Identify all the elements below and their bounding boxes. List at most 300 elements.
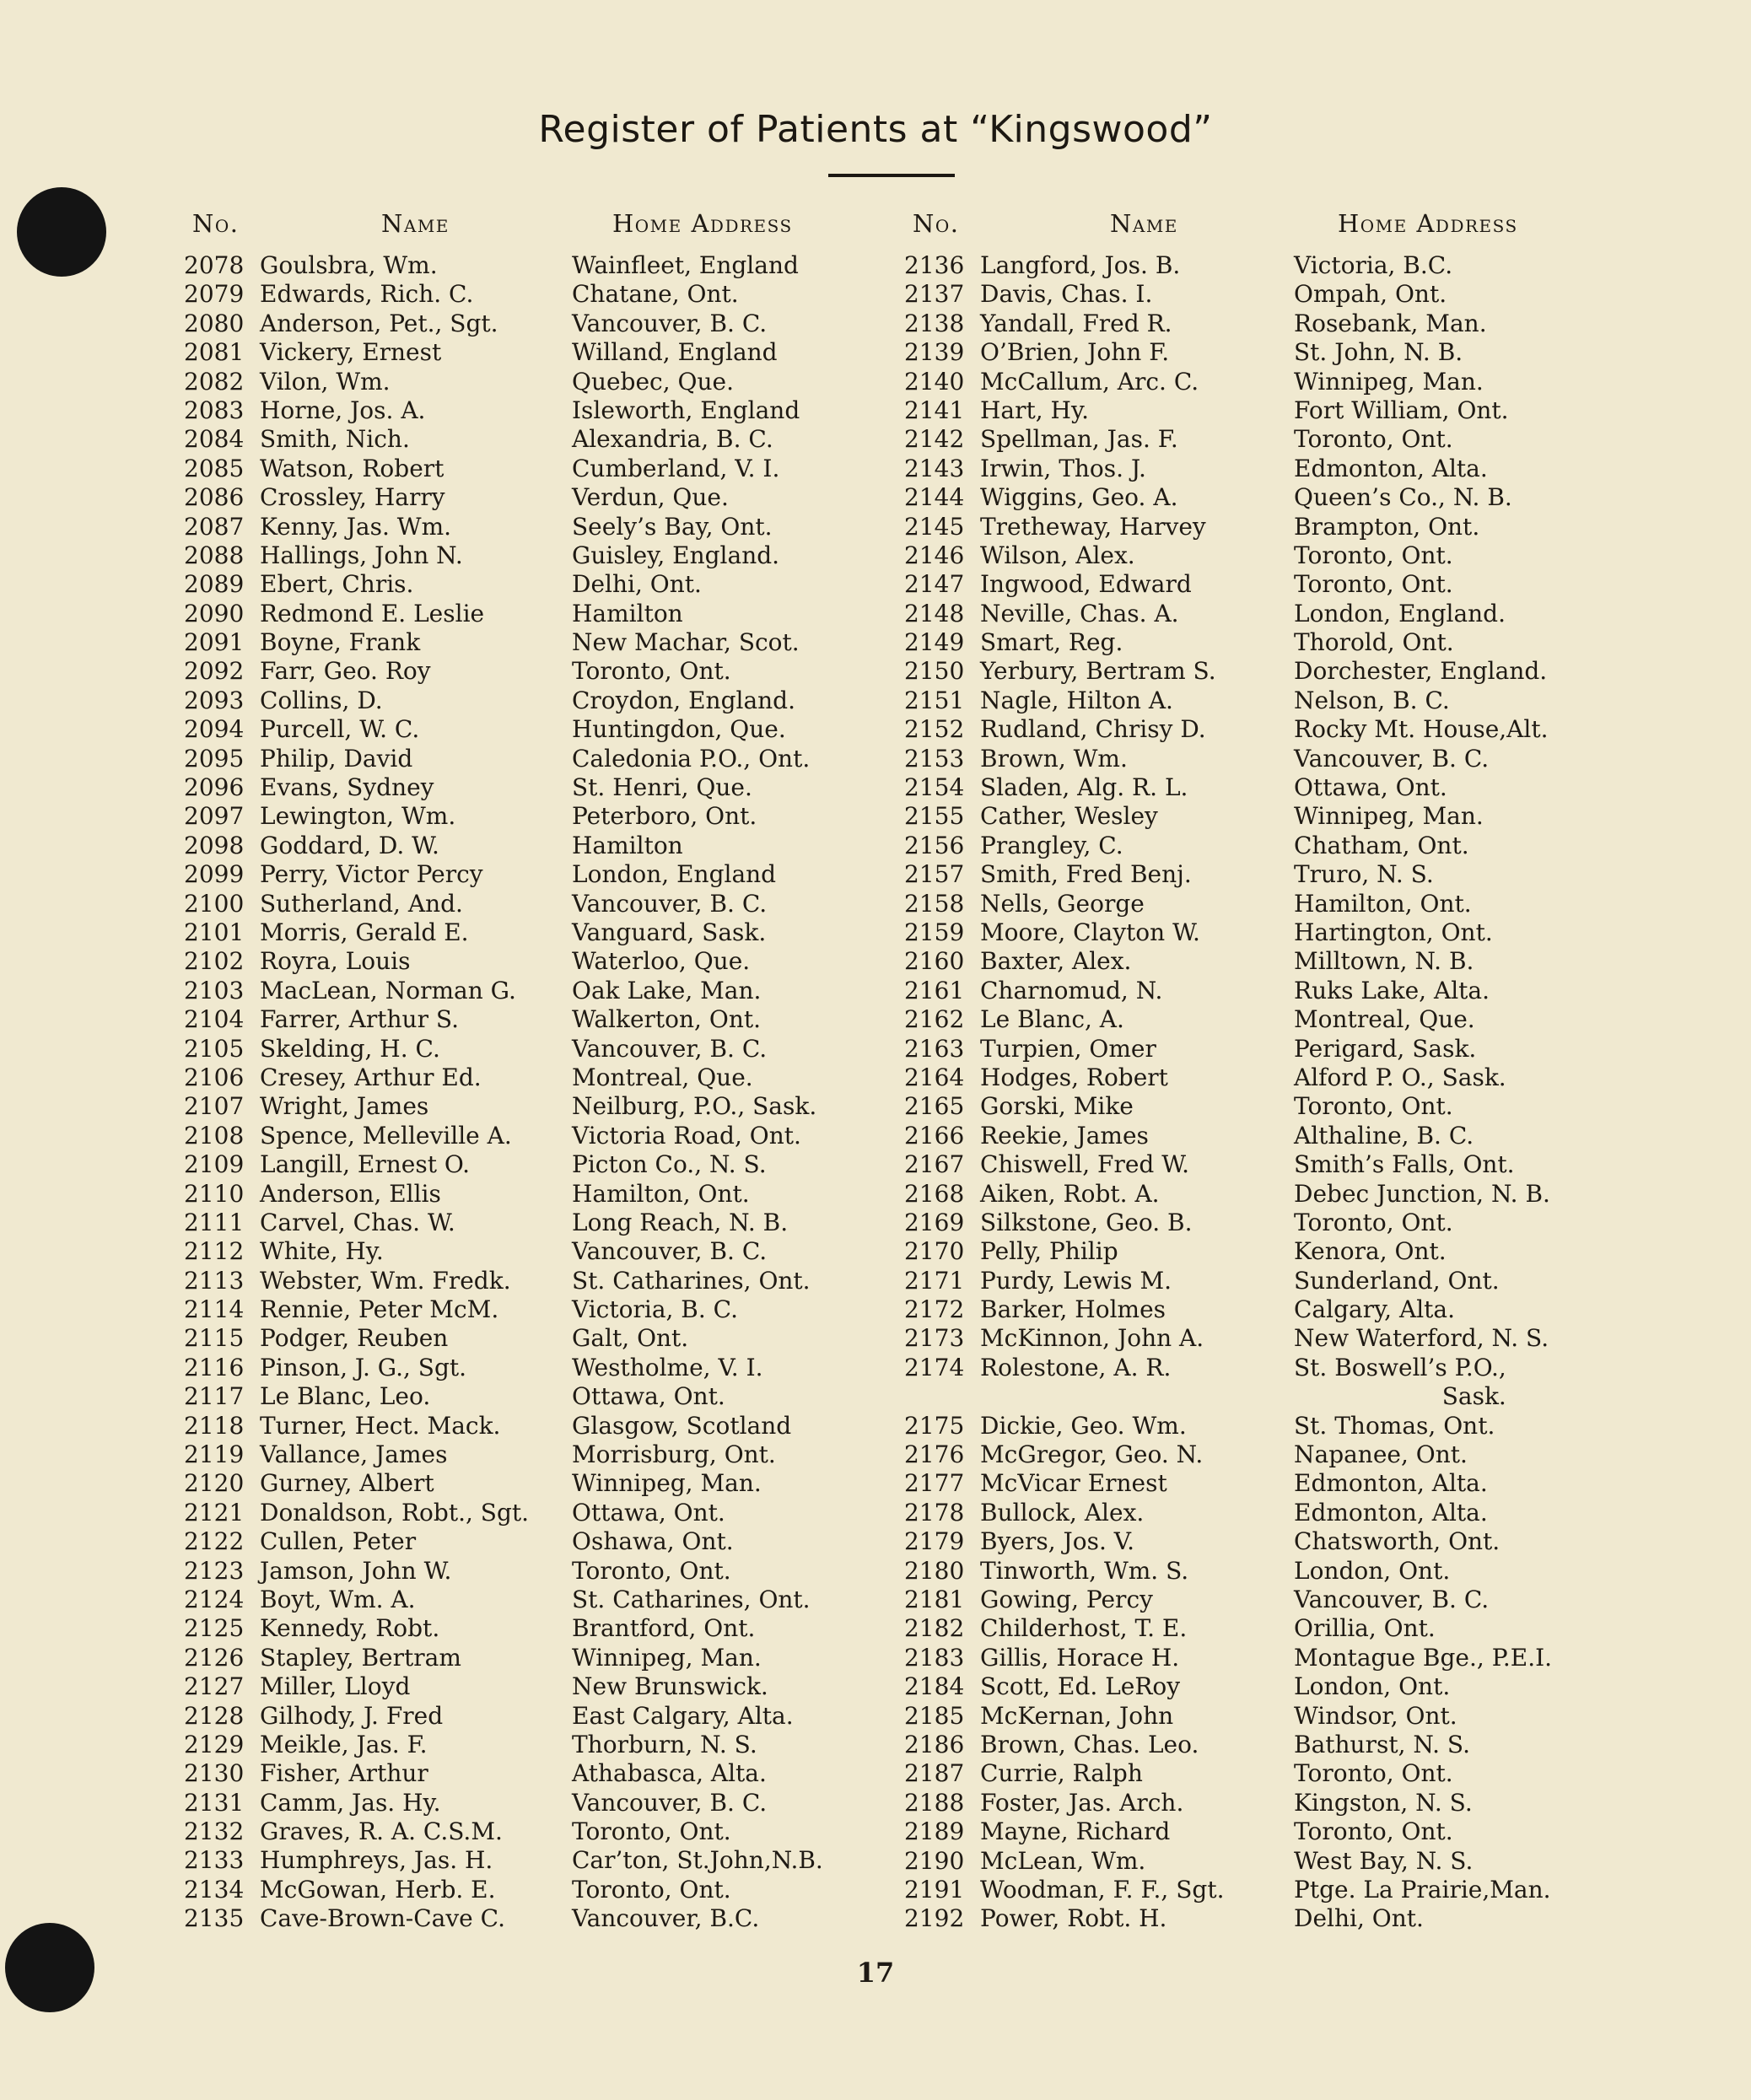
- register-entry: [904, 1847, 1552, 1876]
- entry-address: [572, 1702, 794, 1731]
- entry-number: 2085: [184, 454, 245, 482]
- entry-name: Vallance, James: [260, 1440, 448, 1469]
- entry-address: [1294, 1614, 1436, 1643]
- entry-address-line: Wainfleet, England: [572, 251, 799, 279]
- register-entry: [184, 1209, 823, 1237]
- entry-name: Turpien, Omer: [980, 1034, 1156, 1063]
- entry-address-line: Montreal, Que.: [1294, 1005, 1475, 1034]
- register-entry: [184, 1817, 823, 1846]
- entry-number: 2099: [184, 860, 245, 889]
- entry-address: [1294, 657, 1547, 686]
- register-entry: [904, 1122, 1552, 1150]
- entry-address-line: Montreal, Que.: [572, 1063, 753, 1091]
- entry-name: Anderson, Pet., Sgt.: [260, 309, 498, 337]
- entry-name: Purcell, W. C.: [260, 715, 420, 744]
- register-entry: [184, 860, 823, 889]
- entry-number: 2132: [184, 1817, 245, 1846]
- entry-address: [572, 1904, 759, 1933]
- entry-address: [1294, 860, 1434, 889]
- entry-address-line: Truro, N. S.: [1294, 860, 1434, 889]
- entry-number: 2159: [904, 918, 965, 946]
- entry-address-line: Oak Lake, Man.: [572, 976, 762, 1004]
- entry-address: [572, 860, 776, 889]
- entry-address-line: Galt, Ont.: [572, 1324, 689, 1353]
- entry-number: 2181: [904, 1585, 965, 1613]
- register-entry: [184, 1440, 823, 1469]
- entry-address-continuation: Sask.: [1441, 1382, 1506, 1411]
- register-entry: [904, 455, 1552, 483]
- register-entry: [904, 338, 1552, 367]
- entry-number: 2119: [184, 1440, 245, 1469]
- entry-address: [1294, 396, 1509, 425]
- entry-address-line: St. John, N. B.: [1294, 338, 1463, 367]
- entry-address: [572, 1295, 738, 1324]
- entry-name: Farrer, Arthur S.: [260, 1005, 459, 1034]
- entry-name: Tinworth, Wm. S.: [980, 1556, 1189, 1585]
- entry-address: [1294, 1499, 1488, 1527]
- entry-name: Pelly, Philip: [980, 1237, 1118, 1266]
- entry-address: [572, 1063, 753, 1092]
- entry-address-line: Rocky Mt. House,Alt.: [1294, 715, 1549, 744]
- register-entry: [184, 600, 823, 628]
- register-entry: [184, 1063, 823, 1092]
- entry-number: 2180: [904, 1556, 965, 1585]
- register-entry: [904, 1614, 1552, 1643]
- entry-address-line: London, Ont.: [1294, 1672, 1451, 1701]
- entry-name: Yerbury, Bertram S.: [980, 657, 1216, 686]
- entry-address: [1294, 1005, 1475, 1034]
- register-entry: [184, 802, 823, 831]
- entry-name: Cresey, Arthur Ed.: [260, 1063, 482, 1091]
- register-entry: [184, 715, 823, 744]
- entry-address: [572, 251, 799, 280]
- entry-number: 2117: [184, 1382, 245, 1411]
- register-entry: [904, 1063, 1552, 1092]
- entry-name: Wright, James: [260, 1092, 429, 1121]
- entry-address: [1294, 918, 1493, 947]
- register-entry: [904, 860, 1552, 889]
- entry-name: Scott, Ed. LeRoy: [980, 1672, 1181, 1701]
- entry-number: 2145: [904, 512, 965, 541]
- register-entry: [904, 947, 1552, 976]
- register-entry: [904, 1150, 1552, 1179]
- entry-name: Gorski, Mike: [980, 1092, 1134, 1121]
- entry-number: 2148: [904, 599, 965, 627]
- entry-address-line: Kenora, Ont.: [1294, 1237, 1447, 1266]
- register-entry: [184, 977, 823, 1005]
- entry-number: 2192: [904, 1904, 965, 1933]
- entry-address: [572, 657, 731, 686]
- entry-address: [572, 396, 800, 425]
- entry-number: 2155: [904, 802, 965, 831]
- entry-address-line: Waterloo, Que.: [572, 947, 751, 976]
- entry-address-line: Brampton, Ont.: [1294, 512, 1480, 541]
- entry-address-line: West Bay, N. S.: [1294, 1846, 1474, 1875]
- entry-number: 2122: [184, 1527, 245, 1556]
- register-entry: [184, 628, 823, 657]
- entry-number: 2105: [184, 1034, 245, 1063]
- register-entry: [904, 977, 1552, 1005]
- entry-name: Currie, Ralph: [980, 1759, 1143, 1788]
- entry-number: 2151: [904, 686, 965, 714]
- entry-number: 2188: [904, 1788, 965, 1817]
- entry-address-line: St. Catharines, Ont.: [572, 1585, 811, 1613]
- entry-number: 2078: [184, 251, 245, 279]
- entry-address: [1294, 1557, 1450, 1586]
- entry-address: [572, 1092, 816, 1121]
- entry-address: [572, 773, 752, 802]
- register-entry: [184, 1412, 823, 1440]
- register-entry: [184, 947, 823, 976]
- entry-name: Wilson, Alex.: [980, 541, 1135, 569]
- entry-address-line: Cumberland, V. I.: [572, 454, 780, 482]
- entry-name: Rudland, Chrisy D.: [980, 715, 1206, 744]
- entry-address: [1294, 1063, 1506, 1092]
- entry-number: 2087: [184, 512, 245, 541]
- entry-address-line: Toronto, Ont.: [1294, 1092, 1453, 1121]
- entry-name: Kennedy, Robt.: [260, 1614, 440, 1643]
- entry-address: [1294, 1876, 1551, 1904]
- entry-address: [1294, 687, 1450, 715]
- entry-number: 2176: [904, 1440, 965, 1469]
- entry-number: 2186: [904, 1730, 965, 1758]
- register-entry: [904, 600, 1552, 628]
- entry-address: [1294, 1354, 1506, 1412]
- entry-name: Childerhost, T. E.: [980, 1614, 1188, 1643]
- entry-name: Pinson, J. G., Sgt.: [260, 1353, 467, 1381]
- register-entry: [184, 1702, 823, 1731]
- entry-number: 2101: [184, 918, 245, 946]
- entry-number: 2080: [184, 309, 245, 337]
- register-entry: [184, 1092, 823, 1121]
- entry-address-line: Thorold, Ont.: [1294, 628, 1454, 657]
- register-entry: [904, 1412, 1552, 1440]
- entry-number: 2084: [184, 425, 245, 454]
- entry-number: 2131: [184, 1788, 245, 1817]
- entry-name: Royra, Louis: [260, 947, 411, 976]
- register-entry: [904, 310, 1552, 338]
- entry-address-line: Winnipeg, Man.: [1294, 802, 1484, 831]
- entry-address: [1294, 947, 1474, 976]
- register-entry: [184, 918, 823, 947]
- entry-number: 2152: [904, 715, 965, 744]
- register-entry: [184, 368, 823, 396]
- entry-address: [1294, 1731, 1470, 1759]
- entry-address-line: Napanee, Ont.: [1294, 1440, 1468, 1469]
- register-entry: [184, 1382, 823, 1411]
- entry-address-line: Victoria, B.C.: [1294, 251, 1453, 279]
- entry-address-line: Long Reach, N. B.: [572, 1208, 789, 1236]
- entry-address-line: Vancouver, B. C.: [572, 1034, 768, 1063]
- entry-address: [572, 1005, 761, 1034]
- entry-name: Brown, Wm.: [980, 744, 1128, 773]
- entry-address-line: Chatane, Ont.: [572, 280, 739, 309]
- entry-name: Turner, Hect. Mack.: [260, 1411, 501, 1440]
- entry-address-line: Calgary, Alta.: [1294, 1295, 1455, 1324]
- entry-address-line: Quebec, Que.: [572, 367, 734, 396]
- entry-address: [572, 1122, 801, 1150]
- entry-address: [1294, 628, 1454, 657]
- entry-address: [1294, 600, 1506, 628]
- entry-name: Silkstone, Geo. B.: [980, 1208, 1193, 1236]
- register-entry: [184, 657, 823, 686]
- entry-number: 2094: [184, 715, 245, 744]
- entry-number: 2098: [184, 831, 245, 859]
- entry-address-line: Vancouver, B. C.: [572, 309, 768, 337]
- entry-name: Ebert, Chris.: [260, 570, 414, 599]
- entry-address: [1294, 483, 1512, 512]
- entry-address: [1294, 1817, 1453, 1846]
- entry-number: 2187: [904, 1759, 965, 1788]
- register-entry: [904, 628, 1552, 657]
- entry-address-line: Ruks Lake, Alta.: [1294, 976, 1490, 1004]
- entry-number: 2095: [184, 744, 245, 773]
- entry-address-line: Vancouver, B. C.: [572, 1237, 768, 1266]
- entry-address-line: Perigard, Sask.: [1294, 1034, 1477, 1063]
- entry-address: [572, 715, 786, 744]
- entry-address: [572, 455, 779, 483]
- entry-address: [1294, 425, 1453, 454]
- entry-name: Evans, Sydney: [260, 773, 434, 802]
- register-entry: [184, 1586, 823, 1614]
- register-entry: [184, 338, 823, 367]
- entry-name: Rennie, Peter McM.: [260, 1295, 499, 1324]
- entry-address-line: St. Thomas, Ont.: [1294, 1411, 1495, 1440]
- register-entry: [184, 1354, 823, 1382]
- entry-name: Bullock, Alex.: [980, 1498, 1145, 1527]
- entry-address: [1294, 1469, 1488, 1498]
- entry-address: [1294, 745, 1489, 773]
- entry-number: 2147: [904, 570, 965, 599]
- entry-address: [1294, 1209, 1453, 1237]
- entry-name: Rolestone, A. R.: [980, 1353, 1172, 1381]
- entry-address: [572, 1644, 762, 1672]
- register-entry: [184, 1267, 823, 1295]
- entry-address: [572, 541, 779, 570]
- entry-name: Nagle, Hilton A.: [980, 686, 1173, 714]
- register-entry: [904, 1092, 1552, 1121]
- right-register-column: [904, 251, 1552, 1934]
- entry-address: [1294, 1440, 1468, 1469]
- entry-address-line: St. Catharines, Ont.: [572, 1266, 811, 1295]
- entry-address: [572, 1382, 725, 1411]
- entry-address-line: Picton Co., N. S.: [572, 1150, 767, 1179]
- entry-address: [572, 1846, 823, 1875]
- register-entry: [184, 1122, 823, 1150]
- entry-address: [1294, 513, 1479, 541]
- register-entry: [904, 1876, 1552, 1904]
- entry-number: 2178: [904, 1498, 965, 1527]
- entry-name: McGowan, Herb. E.: [260, 1875, 496, 1903]
- entry-name: Gurney, Albert: [260, 1469, 434, 1498]
- entry-address-line: Croydon, England.: [572, 686, 796, 714]
- entry-address-line: Peterboro, Ont.: [572, 802, 757, 831]
- entry-address-line: London, England: [572, 860, 777, 889]
- page-number: 17: [856, 1957, 895, 1989]
- entry-address: [1294, 773, 1447, 802]
- entry-name: Gowing, Percy: [980, 1585, 1153, 1613]
- entry-address: [572, 1672, 768, 1701]
- entry-number: 2116: [184, 1353, 245, 1381]
- entry-address-line: New Brunswick.: [572, 1672, 768, 1701]
- entry-number: 2107: [184, 1092, 245, 1121]
- entry-name: Humphreys, Jas. H.: [260, 1846, 493, 1875]
- register-entry: [184, 1759, 823, 1788]
- entry-name: Spellman, Jas. F.: [980, 425, 1178, 454]
- entry-address-line: Edmonton, Alta.: [1294, 1498, 1488, 1527]
- entry-address: [572, 483, 729, 512]
- entry-name: Miller, Lloyd: [260, 1672, 411, 1701]
- entry-address: [572, 977, 761, 1005]
- entry-number: 2173: [904, 1324, 965, 1353]
- entry-address-line: Debec Junction, N. B.: [1294, 1179, 1550, 1208]
- register-entry: [184, 687, 823, 715]
- entry-name: Boyne, Frank: [260, 628, 421, 657]
- register-entry: [184, 1324, 823, 1353]
- register-entry: [184, 425, 823, 454]
- entry-address-line: Vancouver, B.C.: [572, 1904, 760, 1933]
- entry-address: [572, 1150, 767, 1179]
- entry-number: 2134: [184, 1875, 245, 1903]
- entry-number: 2124: [184, 1585, 245, 1613]
- entry-name: Cullen, Peter: [260, 1527, 417, 1556]
- entry-address-line: Ottawa, Ont.: [572, 1498, 725, 1527]
- entry-address-line: Toronto, Ont.: [572, 657, 731, 686]
- entry-address: [572, 1267, 811, 1295]
- entry-address: [572, 1035, 767, 1063]
- entry-number: 2126: [184, 1643, 245, 1672]
- entry-number: 2111: [184, 1208, 245, 1236]
- entry-address: [572, 802, 757, 831]
- entry-name: Mayne, Richard: [980, 1817, 1171, 1846]
- entry-name: Hallings, John N.: [260, 541, 463, 569]
- entry-address-line: Toronto, Ont.: [1294, 425, 1453, 454]
- entry-number: 2083: [184, 396, 245, 424]
- right-header-name: Name: [1110, 209, 1178, 238]
- entry-number: 2112: [184, 1237, 245, 1266]
- entry-address-line: Glasgow, Scotland: [572, 1411, 792, 1440]
- entry-address-line: Orillia, Ont.: [1294, 1614, 1436, 1643]
- entry-name: Byers, Jos. V.: [980, 1527, 1134, 1556]
- entry-address-line: Alexandria, B. C.: [572, 425, 773, 454]
- entry-name: Edwards, Rich. C.: [260, 280, 474, 309]
- entry-address-line: Toronto, Ont.: [572, 1556, 731, 1585]
- register-entry: [184, 1557, 823, 1586]
- entry-address: [572, 1731, 757, 1759]
- entry-name: Chiswell, Fred W.: [980, 1150, 1190, 1179]
- entry-address: [572, 832, 683, 860]
- entry-address: [1294, 715, 1549, 744]
- entry-address: [1294, 338, 1463, 367]
- entry-address: [572, 1759, 767, 1788]
- entry-address-line: Vanguard, Sask.: [572, 918, 767, 946]
- entry-name: Yandall, Fred R.: [980, 309, 1172, 337]
- entry-address: [1294, 541, 1453, 570]
- entry-name: Fisher, Arthur: [260, 1759, 428, 1788]
- entry-name: Camm, Jas. Hy.: [260, 1788, 441, 1817]
- register-entry: [904, 1035, 1552, 1063]
- entry-number: 2097: [184, 802, 245, 831]
- entry-address: [572, 338, 778, 367]
- register-entry: [184, 1150, 823, 1179]
- entry-address-line: Westholme, V. I.: [572, 1353, 763, 1381]
- register-entry: [184, 1876, 823, 1904]
- entry-address-line: Vancouver, B. C.: [572, 889, 768, 918]
- entry-name: Neville, Chas. A.: [980, 599, 1179, 627]
- entry-name: Le Blanc, A.: [980, 1005, 1124, 1034]
- register-entry: [904, 890, 1552, 918]
- entry-name: Aiken, Robt. A.: [980, 1179, 1160, 1208]
- entry-address: [572, 310, 767, 338]
- entry-address: [1294, 1035, 1476, 1063]
- entry-address-line: Athabasca, Alta.: [572, 1759, 767, 1788]
- entry-address-line: Nelson, B. C.: [1294, 686, 1450, 714]
- entry-name: Stapley, Bertram: [260, 1643, 461, 1672]
- register-entry: [184, 310, 823, 338]
- entry-name: McGregor, Geo. N.: [980, 1440, 1204, 1469]
- entry-address: [1294, 977, 1490, 1005]
- entry-address: [1294, 1412, 1495, 1440]
- register-entry: [904, 715, 1552, 744]
- entry-name: O’Brien, John F.: [980, 338, 1170, 367]
- entry-number: 2109: [184, 1150, 245, 1179]
- register-entry: [904, 745, 1552, 773]
- entry-number: 2149: [904, 628, 965, 657]
- entry-name: Nells, George: [980, 889, 1145, 918]
- entry-name: Purdy, Lewis M.: [980, 1266, 1172, 1295]
- entry-address-line: Toronto, Ont.: [1294, 1208, 1453, 1236]
- register-entry: [904, 1469, 1552, 1498]
- entry-name: Smart, Reg.: [980, 628, 1123, 657]
- entry-address-line: Edmonton, Alta.: [1294, 1469, 1488, 1498]
- entry-name: Gillis, Horace H.: [980, 1643, 1180, 1672]
- entry-address: [572, 628, 800, 657]
- register-entry: [184, 1672, 823, 1701]
- left-header-name: Name: [381, 209, 450, 238]
- register-entry: [184, 1035, 823, 1063]
- entry-address-line: Victoria Road, Ont.: [572, 1121, 801, 1150]
- entry-address-line: Toronto, Ont.: [1294, 1759, 1453, 1788]
- entry-address-line: Alford P. O., Sask.: [1294, 1063, 1506, 1091]
- entry-address-line: Montague Bge., P.E.I.: [1294, 1643, 1553, 1672]
- entry-name: Graves, R. A. C.S.M.: [260, 1817, 503, 1846]
- entry-number: 2137: [904, 280, 965, 309]
- entry-name: Goddard, D. W.: [260, 831, 439, 859]
- entry-address-line: Sunderland, Ont.: [1294, 1266, 1500, 1295]
- register-entry: [904, 802, 1552, 831]
- register-entry: [904, 1731, 1552, 1759]
- entry-address-line: Toronto, Ont.: [572, 1875, 731, 1903]
- entry-name: Gilhody, J. Fred: [260, 1701, 444, 1730]
- title-underline: [828, 174, 955, 177]
- entry-address: [572, 890, 767, 918]
- entry-number: 2125: [184, 1614, 245, 1643]
- register-entry: [184, 1005, 823, 1034]
- entry-name: McLean, Wm.: [980, 1846, 1146, 1875]
- register-entry: [184, 455, 823, 483]
- entry-number: 2140: [904, 367, 965, 396]
- entry-name: Barker, Holmes: [980, 1295, 1166, 1324]
- entry-number: 2127: [184, 1672, 245, 1701]
- entry-number: 2190: [904, 1846, 965, 1875]
- entry-number: 2123: [184, 1556, 245, 1585]
- entry-address-line: Dorchester, England.: [1294, 657, 1548, 686]
- register-entry: [184, 483, 823, 512]
- entry-address: [1294, 1672, 1450, 1701]
- entry-address: [572, 1354, 763, 1382]
- entry-address: [572, 1209, 788, 1237]
- entry-number: 2164: [904, 1063, 965, 1091]
